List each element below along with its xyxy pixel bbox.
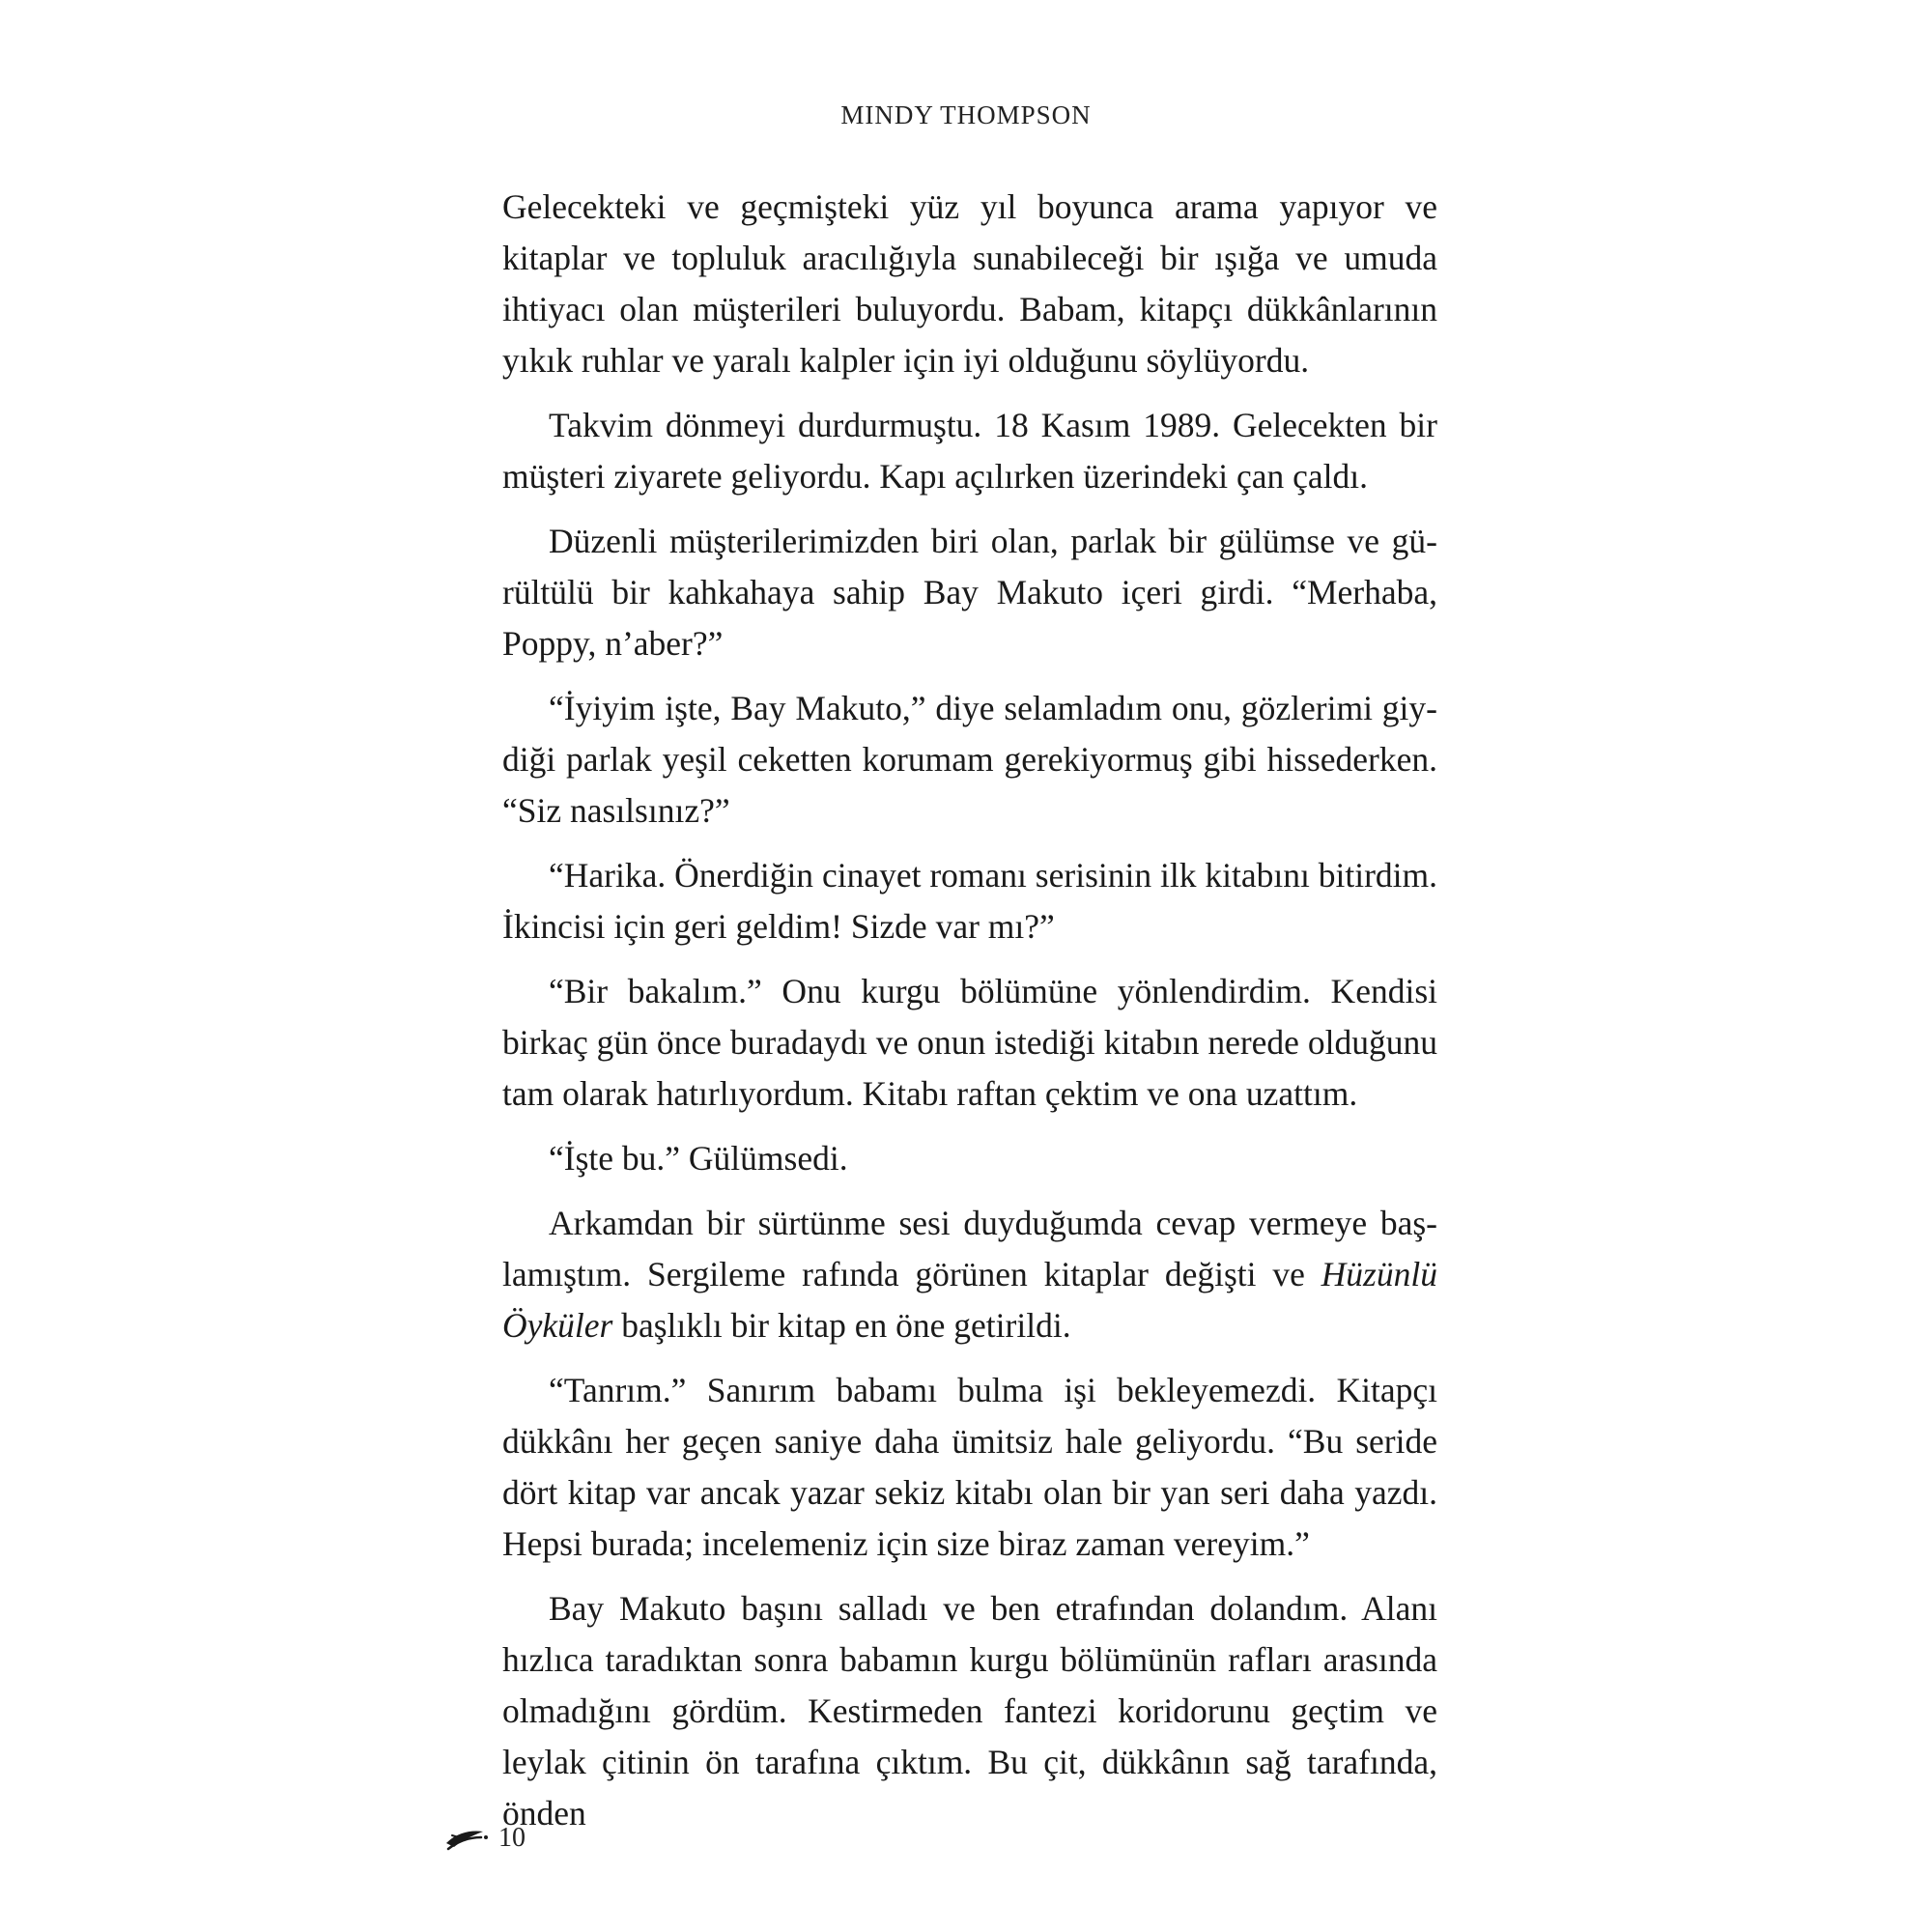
paragraph-7: “İşte bu.” Gülümsedi. — [549, 1139, 848, 1178]
paragraph-2: Takvim dönmeyi durdurmuştu. 18 Kasım 1989. Gelecekten bir müşteri ziyarete geliyordu. Kapı açılırken üzerindeki çan çaldı. — [502, 406, 1437, 496]
paragraph-1: Gelecekteki ve geçmişteki yüz yıl boyunca arama yapıyor ve kitaplar ve topluluk aracılığıyla sunabileceği bir ışığa ve umuda ihtiyacı olan müşterileri buluyordu. Babam, kitapçı dükkânlarının yıkık ruhlar ve yaralı kalpler için iyi olduğunu söylüyordu. — [502, 187, 1437, 380]
paragraph-5: “Harika. Önerdiğin cinayet romanı serisinin ilk kitabını bitirdim. İkincisi için geri geldim! Sizde var mı?” — [502, 856, 1437, 946]
paragraph-10: Bay Makuto başını salladı ve ben etrafından dolandım. Alanı hızlıca taradıktan sonra babamın kurgu bölümünün rafları arasında olmadığını gördüm. Kestirmeden fantezi koridorunu geçtim ve leylak çitinin ön tarafına çıktım. Bu çit, dükkânın sağ tarafında, önden — [502, 1589, 1437, 1833]
book-title-italic: Hüzünlü Öyküler — [502, 1255, 1437, 1345]
running-head-author: MINDY THOMPSON — [840, 100, 1092, 129]
paragraph-6: “Bir bakalım.” Onu kurgu bölümüne yönlendirdim. Kendisi birkaç gün önce buradaydı ve onun istediği kitabın nerede olduğunu tam olarak hatırlıyordum. Kitabı raftan çektim ve ona uzattım. — [502, 972, 1437, 1113]
page-number: 10 — [498, 1823, 526, 1853]
paragraph-8 — [502, 1198, 1437, 1351]
paragraph-4: “İyiyim işte, Bay Makuto,” diye selamladım onu, gözlerimi giydiği parlak yeşil ceketten korumam gerekiyormuş gibi hissederken. “Siz nasılsınız?” — [502, 689, 1437, 830]
body-text — [502, 182, 1437, 1853]
feather-ornament-icon — [444, 1824, 489, 1853]
paragraph-3: Düzenli müşterilerimizden biri olan, parlak bir gülümse ve gürültülü bir kahkahaya sahip Bay Makuto içeri girdi. “Merhaba, Poppy, n’aber?” — [502, 522, 1437, 663]
folio — [444, 1823, 526, 1854]
paragraph-8-text-a: Arkamdan bir sürtünme sesi duyduğumda cevap vermeye başlamıştım. Sergileme rafında görünen kitaplar değişti ve — [502, 1204, 1437, 1293]
paragraph-9: “Tanrım.” Sanırım babamı bulma işi bekleyemezdi. Kitapçı dükkânı her geçen saniye daha ümitsiz hale geliyordu. “Bu seride dört kitap var ancak yazar sekiz kitabı olan bir yan seri daha yazdı. Hepsi burada; incelemeniz için size biraz zaman vereyim.” — [502, 1371, 1437, 1563]
paragraph-8-text-b: başlıklı bir kitap en öne getirildi. — [612, 1306, 1071, 1345]
